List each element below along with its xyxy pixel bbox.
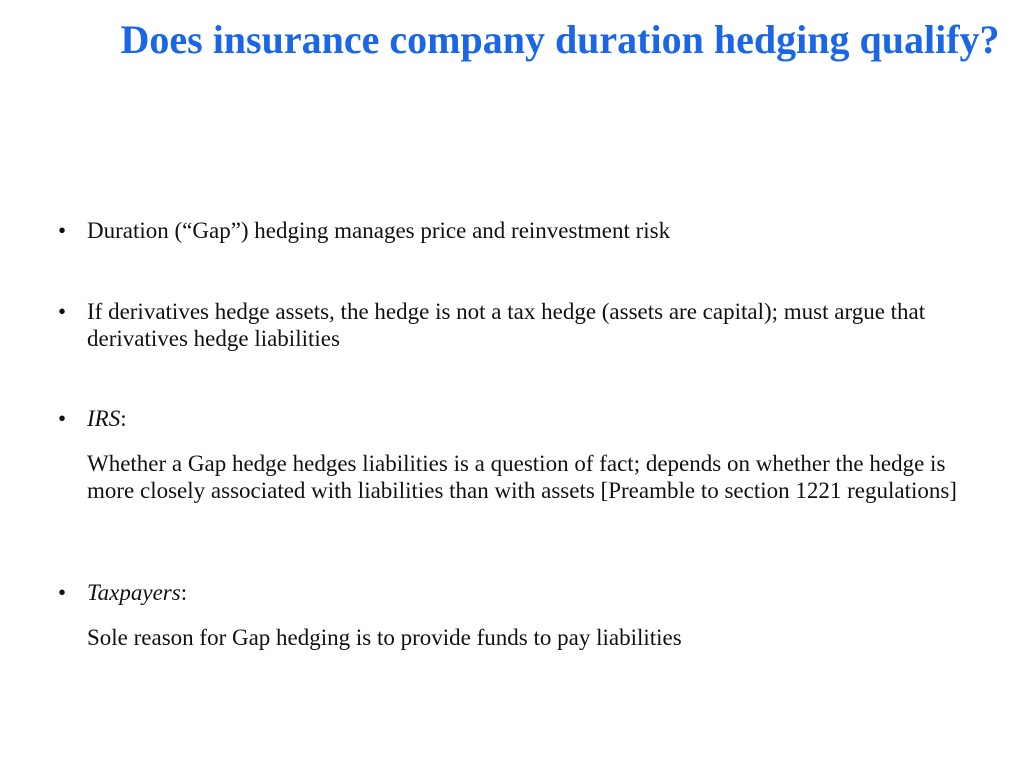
bullet-label-line [87,579,968,606]
bullet-item-gap-hedging [58,217,968,244]
bullet-label-irs: IRS [87,406,121,431]
bullet-dot-icon: • [58,218,67,243]
bullet-item-irs [58,405,968,504]
bullet-item-derivatives-assets [58,298,968,352]
slide-title: Does insurance company duration hedging qualify? [120,17,1000,62]
bullet-item-taxpayers [58,579,968,651]
bullet-detail-irs: Whether a Gap hedge hedges liabilities is a question of fact; depends on whether the hedge is more closely associated with liabilities than with assets [Preamble to section 1221 regulations] [87,451,957,503]
bullet-text: If derivatives hedge assets, the hedge is not a tax hedge (assets are capital); must argue that derivatives hedge liabilities [87,299,926,351]
bullet-label-suffix: : [120,406,127,431]
bullet-dot-icon: • [58,299,67,324]
bullet-label-suffix: : [180,580,188,605]
bullet-dot-icon: • [58,580,67,605]
bullet-detail-taxpayers: Sole reason for Gap hedging is to provide funds to pay liabilities [87,625,682,650]
bullet-label-line [87,405,968,432]
bullet-dot-icon: • [58,406,67,431]
bullet-label-taxpayers: Taxpayers [87,580,181,605]
bullet-text: Duration (“Gap”) hedging manages price and reinvestment risk [87,218,671,243]
